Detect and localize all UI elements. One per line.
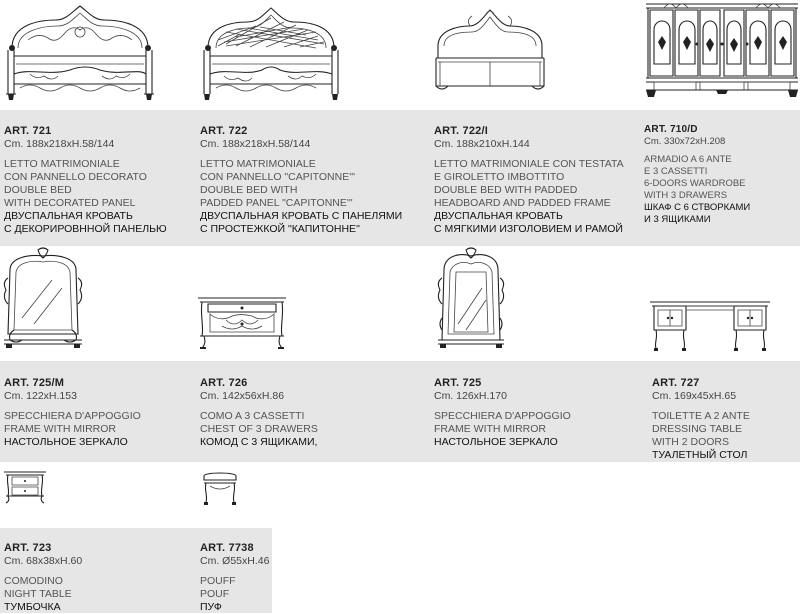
desc-line: COMODINO	[4, 575, 63, 587]
desc-line-ru: НАСТОЛЬНОЕ ЗЕРКАЛО	[4, 436, 128, 448]
article-number: ART. 723	[4, 542, 52, 554]
dimensions: Cm. 330x72xH.208	[644, 136, 726, 147]
desc-line: DOUBLE BED	[4, 184, 72, 196]
desc-line-ru: ДВУСПАЛЬНАЯ КРОВАТЬ С ПАНЕЛЯМИ	[200, 210, 403, 222]
desc-line: COMO A 3 CASSETTI	[200, 410, 305, 422]
dimensions: Cm. 68x38xH.60	[4, 555, 83, 567]
desc-line-ru: ТУМБОЧКА	[4, 601, 61, 613]
wardrobe-710d-drawing	[644, 0, 800, 98]
product-art-725m	[4, 377, 194, 449]
desc-line: E 3 CASSETTI	[644, 166, 708, 177]
article-number: ART. 725	[434, 377, 482, 389]
dimensions: Cm. 188x210xH.144	[434, 138, 530, 150]
article-number: ART. 726	[200, 377, 248, 389]
desc-line: DOUBLE BED WITH	[200, 184, 298, 196]
product-art-710d	[644, 124, 800, 226]
desc-line-ru: ДВУСПАЛЬНАЯ КРОВАТЬ	[4, 210, 133, 222]
desc-line: TOILETTE A 2 ANTE	[652, 410, 750, 422]
desc-line: DRESSING TABLE	[652, 423, 743, 435]
article-number: ART. 722/I	[434, 125, 488, 137]
desc-line: WITH 2 DOORS	[652, 436, 730, 448]
dimensions: Cm. 126xH.170	[434, 390, 507, 402]
mirror-725m-drawing	[0, 248, 86, 352]
pouf-7738-drawing	[200, 470, 240, 506]
dimensions: Cm. 169x45xH.65	[652, 390, 737, 402]
desc-line-ru: ПУФ	[200, 601, 222, 613]
desc-line-ru: С ДЕКОРИРОВННОЙ ПАНЕЛЬЮ	[4, 223, 167, 235]
product-art-722	[200, 125, 420, 236]
desc-line: E GIROLETTO IMBOTTITO	[434, 171, 565, 183]
article-number: ART. 727	[652, 377, 700, 389]
dimensions: Cm. 188x218xH.58/144	[200, 138, 311, 150]
article-number: ART. 725/M	[4, 377, 65, 389]
product-art-727	[652, 377, 797, 462]
dimensions: Cm. 188x218xH.58/144	[4, 138, 115, 150]
product-art-722i	[434, 125, 639, 236]
desc-line: LETTO MATRIMONIALE	[200, 158, 316, 170]
dimensions: Cm. Ø55xH.46	[200, 555, 270, 567]
article-number: ART. 7738	[200, 542, 254, 554]
bed-722i-drawing	[430, 0, 550, 104]
desc-line-ru: КОМОД С 3 ЯЩИКАМИ,	[200, 436, 318, 448]
desc-line-ru: НАСТОЛЬНОЕ ЗЕРКАЛО	[434, 436, 558, 448]
desc-line: CHEST OF 3 DRAWERS	[200, 423, 318, 435]
product-art-726	[200, 377, 420, 449]
desc-line: SPECCHIERA D'APPOGGIO	[434, 410, 571, 422]
desc-line: FRAME WITH MIRROR	[434, 423, 546, 435]
product-art-725	[434, 377, 639, 449]
desc-line: WITH 3 DRAWERS	[644, 190, 728, 201]
desc-line: 6-DOORS WARDROBE	[644, 178, 746, 189]
desc-line: PADDED PANEL "CAPITONNE'"	[200, 197, 353, 209]
product-art-721	[4, 125, 194, 236]
desc-line: POUFF	[200, 575, 236, 587]
desc-line-ru: ДВУСПАЛЬНАЯ КРОВАТЬ	[434, 210, 563, 222]
product-art-7738	[200, 542, 270, 614]
desc-line: HEADBOARD AND PADDED FRAME	[434, 197, 611, 209]
desc-line: CON PANNELLO "CAPITONNE'"	[200, 171, 355, 183]
desc-line: NIGHT TABLE	[4, 588, 72, 600]
chest-726-drawing	[196, 290, 288, 350]
dressing-table-727-drawing	[648, 298, 772, 352]
mirror-725-drawing	[436, 248, 506, 352]
desc-line: POUF	[200, 588, 230, 600]
dimensions: Cm. 142x56xH.86	[200, 390, 285, 402]
desc-line: LETTO MATRIMONIALE	[4, 158, 120, 170]
desc-line-ru: С МЯГКИМИ ИЗГОЛОВИЕМ И РАМОЙ	[434, 223, 623, 235]
desc-line-ru: И 3 ЯЩИКАМИ	[644, 214, 711, 225]
desc-line-ru: ШКАФ С 6 СТВОРКАМИ	[644, 202, 751, 213]
dimensions: Cm. 122xH.153	[4, 390, 77, 402]
desc-line: LETTO MATRIMONIALE CON TESTATA	[434, 158, 624, 170]
desc-line: ARMADIO A 6 ANTE	[644, 154, 732, 165]
article-number: ART. 710/D	[644, 124, 698, 135]
article-number: ART. 721	[4, 125, 52, 137]
night-table-723-drawing	[2, 470, 48, 504]
product-art-723	[4, 542, 194, 614]
desc-line: DOUBLE BED WITH PADDED	[434, 184, 578, 196]
article-number: ART. 722	[200, 125, 248, 137]
desc-line-ru: ТУАЛЕТНЫЙ СТОЛ	[652, 449, 748, 461]
desc-line: WITH DECORATED PANEL	[4, 197, 136, 209]
bed-721-drawing	[0, 0, 160, 104]
desc-line-ru: С ПРОСТЕЖКОЙ "КАПИТОННЕ"	[200, 223, 360, 235]
desc-line: FRAME WITH MIRROR	[4, 423, 116, 435]
desc-line: CON PANNELLO DECORATO	[4, 171, 147, 183]
desc-line: SPECCHIERA D'APPOGGIO	[4, 410, 141, 422]
bed-722-drawing	[196, 0, 346, 104]
